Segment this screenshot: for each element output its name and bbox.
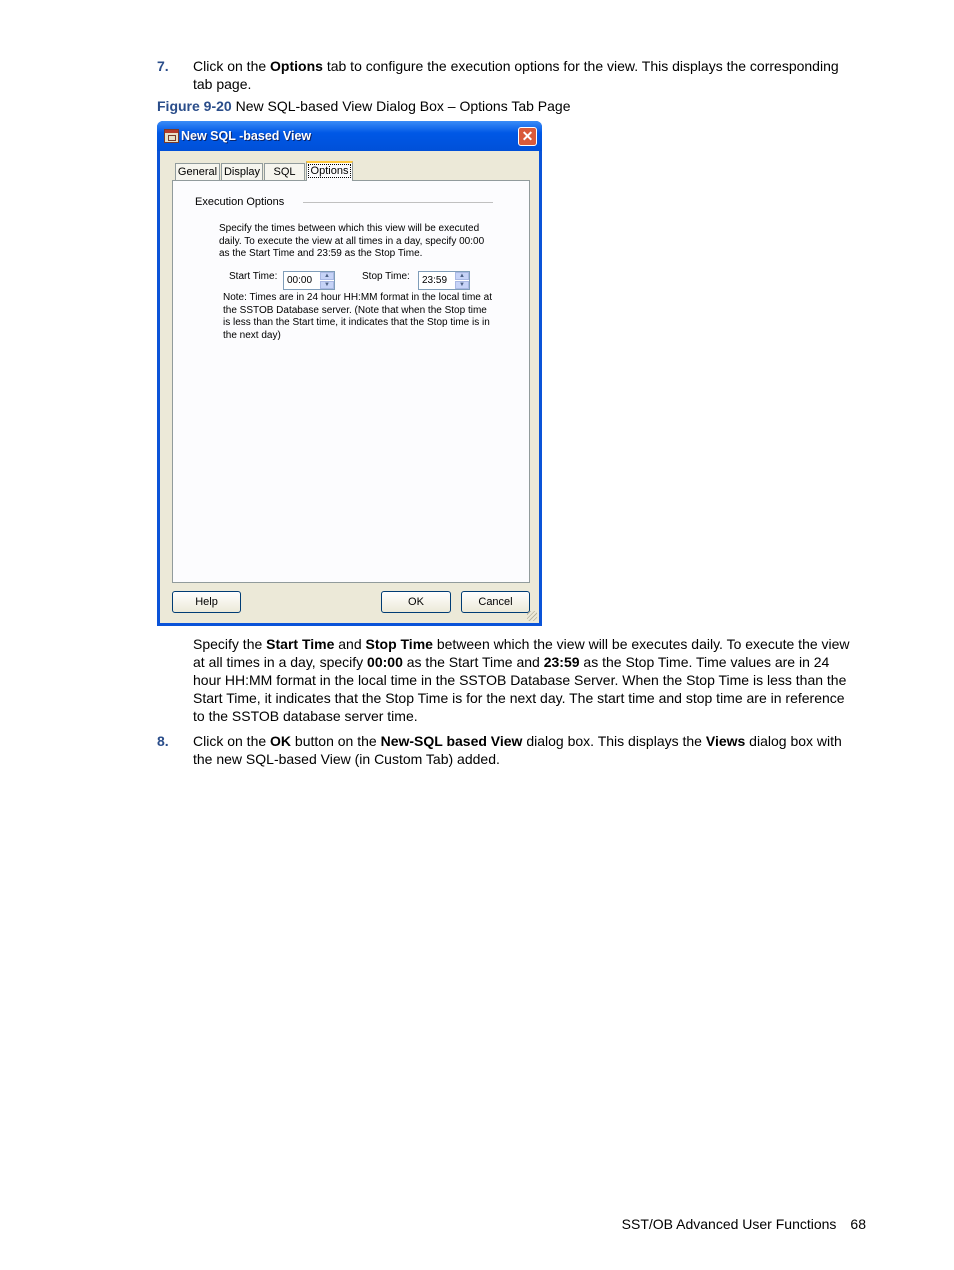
ok-button-label: OK (408, 596, 424, 608)
section-title: Execution Options (195, 196, 285, 208)
text: Click on the (193, 58, 271, 74)
cancel-button-label: Cancel (478, 596, 513, 608)
section-divider (303, 202, 493, 203)
time-format-note: Note: Times are in 24 hour HH:MM format in the local time at the SSTOB Database server. (Note that when the Stop time is less than the Start time, it indicates that the Stop time is in the next day) (223, 292, 492, 341)
help-button[interactable] (172, 591, 241, 613)
stop-time-value: 23:59 (422, 275, 448, 286)
step-text (193, 57, 859, 93)
step-number: 8. (157, 733, 169, 749)
spin-down-icon[interactable]: ▼ (320, 281, 334, 289)
start-time-label: Start Time: (229, 271, 278, 282)
execution-description: Specify the times between which this view will be executed daily. To execute the view at all times in a day, specify 00:00 as the Start Time and 23:59 as the Stop Time. (219, 223, 485, 259)
start-time-stepper[interactable] (283, 271, 335, 290)
bold-text: 00:00 (367, 654, 403, 670)
figure-number: Figure 9-20 (157, 98, 232, 114)
text: Click on the (193, 733, 271, 749)
text: dialog box. This displays the (522, 733, 706, 749)
text: dialog box with the new SQL-based View (in Custom Tab) added. (193, 733, 842, 767)
text: Specify the (193, 636, 267, 652)
help-button-label: Help (195, 596, 218, 608)
options-explanation (193, 635, 857, 725)
app-window-icon (164, 129, 179, 143)
text: as the Stop Time. Time values are in 24 hour HH:MM format in the local time in the SSTOB Database Server. When the Stop Time is less than the Start Time, it indicates that the Stop Time is for the next day. The start time and stop time are in reference to the SSTOB database server time. (193, 654, 847, 724)
tab-sql[interactable]: SQL (264, 163, 305, 180)
bold-text: OK (270, 733, 292, 749)
resize-grip-icon[interactable] (527, 611, 537, 621)
spin-up-icon[interactable]: ▲ (320, 272, 334, 280)
text: as the Start Time and (402, 654, 544, 670)
page-number: 68 (850, 1216, 866, 1232)
footer-section: SST/OB Advanced User Functions (621, 1216, 837, 1232)
tab-options-label: Options (308, 164, 352, 178)
start-time-spin-buttons (320, 272, 334, 289)
bold-text: Stop Time (365, 636, 433, 652)
close-button[interactable] (518, 127, 537, 146)
figure-title: New SQL-based View Dialog Box – Options Tab Page (231, 98, 571, 114)
text: between which the view will be executes daily. To execute the view at all times in a day, specify (193, 636, 850, 670)
text: tab to configure the execution options for the view. This displays the corresponding tab page. (193, 58, 839, 92)
bold-text: 23:59 (543, 654, 580, 670)
stop-time-stepper[interactable] (418, 271, 470, 290)
step-text (193, 732, 859, 768)
stop-time-label: Stop Time: (362, 271, 410, 282)
ok-button[interactable] (381, 591, 451, 613)
figure-caption (157, 98, 571, 114)
stop-time-spin-buttons (455, 272, 469, 289)
step-number: 7. (157, 58, 169, 74)
tab-general[interactable]: General (175, 163, 220, 180)
text: button on the (291, 733, 381, 749)
dialog-titlebar[interactable] (157, 121, 542, 151)
bold-text: Start Time (266, 636, 335, 652)
page-footer (622, 1216, 866, 1232)
start-time-value: 00:00 (287, 275, 313, 286)
close-icon: ✕ (521, 128, 534, 144)
bold-text: Options (270, 58, 323, 74)
cancel-button[interactable] (461, 591, 530, 613)
dialog-title: New SQL -based View (181, 129, 312, 143)
options-tab-panel (172, 180, 530, 583)
spin-up-icon[interactable]: ▲ (455, 272, 469, 280)
spin-down-icon[interactable]: ▼ (455, 281, 469, 289)
tab-display[interactable]: Display (221, 163, 263, 180)
text: and (334, 636, 366, 652)
new-sql-view-dialog (157, 121, 542, 626)
tab-options[interactable] (306, 161, 353, 181)
bold-text: Views (705, 733, 746, 749)
dialog-client-area (160, 151, 539, 623)
bold-text: New-SQL based View (380, 733, 523, 749)
